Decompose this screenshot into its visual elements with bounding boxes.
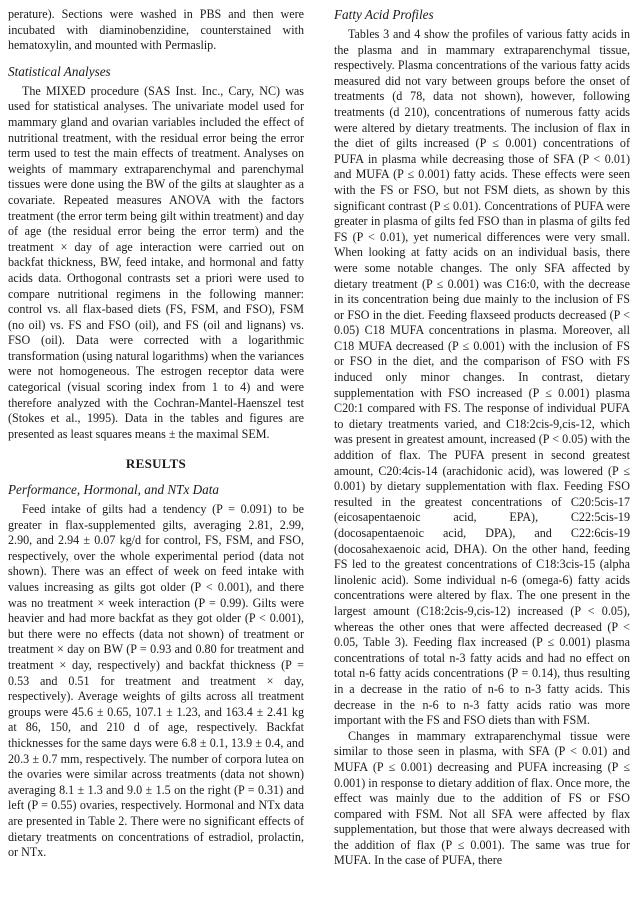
performance-heading: Performance, Hormonal, and NTx Data — [8, 482, 219, 498]
left-column — [8, 7, 304, 861]
statistical-analyses-paragraph: The MIXED procedure (SAS Inst. Inc., Cary, NC) was used for statistical analyses. The univariate model used for mammary gland and ovarian variables included the effect of nutritional treatment, with the residual error being the error term used to test the main effects of treatment. Analyses on weights of mammary extraparenchymal and parenchymal tissues were done using the BW of the gilts at slaughter as a covariate. Repeated measures ANOVA with the factors treatment (the error term being gilt within treatment) and day of age (the residual error being the error term) and the treatment × day of age interaction were carried out on backfat thickness, BW, feed intake, and hormonal and fatty acids data. Orthogonal contrasts set a priori were used to compare nutritional regimens in the following manner: control vs. all flax-based diets (FS, FSM, and FSO), FSM (no oil) vs. FS and FSO (oil), and FS (oil and lignans) vs. FSO (oil). Data were corrected with a logarithmic transformation (using natural logarithms) when the variances were not homogeneous. The estrogen receptor data were categorical (visual scoring index from 1 to 4) and were therefore analyzed with the Cochran-Mantel-Haenszel test (Stokes et al., 1995). Data in the tables and figures are presented as least squares means ± the maximal SEM. — [8, 83, 304, 441]
intro-paragraph: perature). Sections were washed in PBS and then were incubated with diaminobenzidine, counterstained with hematoxylin, and mounted with Permaslip. — [8, 7, 304, 53]
fatty-acid-paragraph: Tables 3 and 4 show the profiles of various fatty acids in the plasma and in mammary extraparenchymal tissue, respectively. Plasma concentrations of the various fatty acids measured did not vary between groups before the onset of treatments (d 78, data not shown), however, following treatments (d 210), concentrations of numerous fatty acids were altered by dietary treatments. The inclusion of flax in the diet of gilts increased (P ≤ 0.001) concentrations of PUFA in plasma while decreasing those of SFA (P < 0.01) and MUFA (P ≤ 0.001) fatty acids. These effects were seen with the FS or FSO, but not FSM diets, as shown by this significant contrast (P ≤ 0.01). Concentrations of PUFA were greater in plasma of gilts fed FSO than in plasma of gilts fed FS (P < 0.01), yet numerical differences were very small. When looking at fatty acids on an individual basis, there were some notable changes. The only SFA affected by dietary treatment (P ≤ 0.001) was C16:0, with the decrease in its concentration being due mainly to the inclusion of FS or FSO in the diet. Feeding flaxseed products decreased (P < 0.05) C18 MUFA concentrations in plasma. Moreover, all C18 MUFA decreased (P ≤ 0.001) with the inclusion of FS or FSO in the diet, and the comparison of FSO with FS induced only minor changes. In contrast, dietary supplementation with FSO increased (P ≤ 0.001) plasma C20:1 compared with FS. The response of individual PUFA to dietary treatments varied, and C18:2cis-9,cis-12, which was present in greatest amount, increased (P < 0.05) with the addition of flax. The PUFA present in second greatest amount, C20:4cis-14 (arachidonic acid), was lowered (P ≤ 0.001) by dietary supplementation with flax. Feeding FSO resulted in the greatest concentrations of C20:5cis-17 (eicosapentaenoic acid, EPA), C22:5cis-19 (docosapentaenoic acid, DPA), and C22:6cis-19 (docosahexaenoic acid, DHA). On the other hand, feeding FS led to the greatest concentrations of C18:3cis-15 (alpha linolenic acid). Some individual n-6 (omega-6) fatty acids concentrations were altered by flax. The one present in the largest amount (C18:2cis-9,cis-12) increased (P < 0.05), whereas the other ones that were affected decreased (P < 0.05, Table 3). Feeding flax increased (P ≤ 0.001) plasma concentrations of total n-3 fatty acids and had no effect on total n-6 fatty acids concentrations (P = 0.14), thus resulting in a decrease in the ratio of n-6 to n-3 fatty acids. This decrease in the n-6 to n-3 fatty acids ratio was more important with the FS and FSO diets than with FSM. — [334, 27, 630, 728]
results-heading: RESULTS — [125, 456, 187, 472]
mammary-paragraph: Changes in mammary extraparenchymal tissue were similar to those seen in plasma, with SFA (P < 0.01) and MUFA (P ≤ 0.001) decreasing and PUFA increasing (P ≤ 0.001) in response to dietary addition of flax. Once more, the effect was mainly due to the addition of FS or FSO compared with FSM. Not all SFA were affected by flax supplementation, but those that were always decreased with the addition of flax (P ≤ 0.001). The same was true for MUFA. In the case of PUFA, there — [334, 728, 630, 868]
statistical-analyses-heading: Statistical Analyses — [8, 63, 111, 79]
fatty-acid-heading: Fatty Acid Profiles — [334, 7, 434, 22]
right-column — [334, 7, 630, 869]
performance-paragraph: Feed intake of gilts had a tendency (P = 0.091) to be greater in flax-supplemented gilts, averaging 2.81, 2.99, 2.90, and 2.94 ± 0.07 kg/d for control, FS, FSM, and FSO, respectively, over the whole experimental period (data not shown). There was an effect of week on feed intake with values increasing as gilts got older (P < 0.001), and there was no treatment × week interaction (P = 0.99). Gilts were heavier and had more backfat as they got older (P < 0.001), but there were no effects (data not shown) of treatment or treatment × day on BW (P = 0.93 and 0.80 for treatment and treatment × day, respectively) and backfat thickness (P = 0.53 and 0.51 for treatment and treatment × day, respectively). Average weights of gilts across all treatment groups were 45.6 ± 0.65, 107.1 ± 1.23, and 163.4 ± 2.41 kg at 86, 150, and 210 d of age, respectively. Backfat thicknesses for the same days were 6.8 ± 0.1, 13.9 ± 0.4, and 20.3 ± 0.7 mm, respectively. The number of corpora lutea on the ovaries were similar across treatments (data not shown) averaging 8.1 ± 1.3 and 9.0 ± 1.5 on the right (P = 0.31) and left (P = 0.55) ovaries, respectively. Hormonal and NTx data are presented in Table 2. There were no significant effects of dietary treatments on concentrations of estradiol, prolactin, or NTx. — [8, 502, 304, 860]
